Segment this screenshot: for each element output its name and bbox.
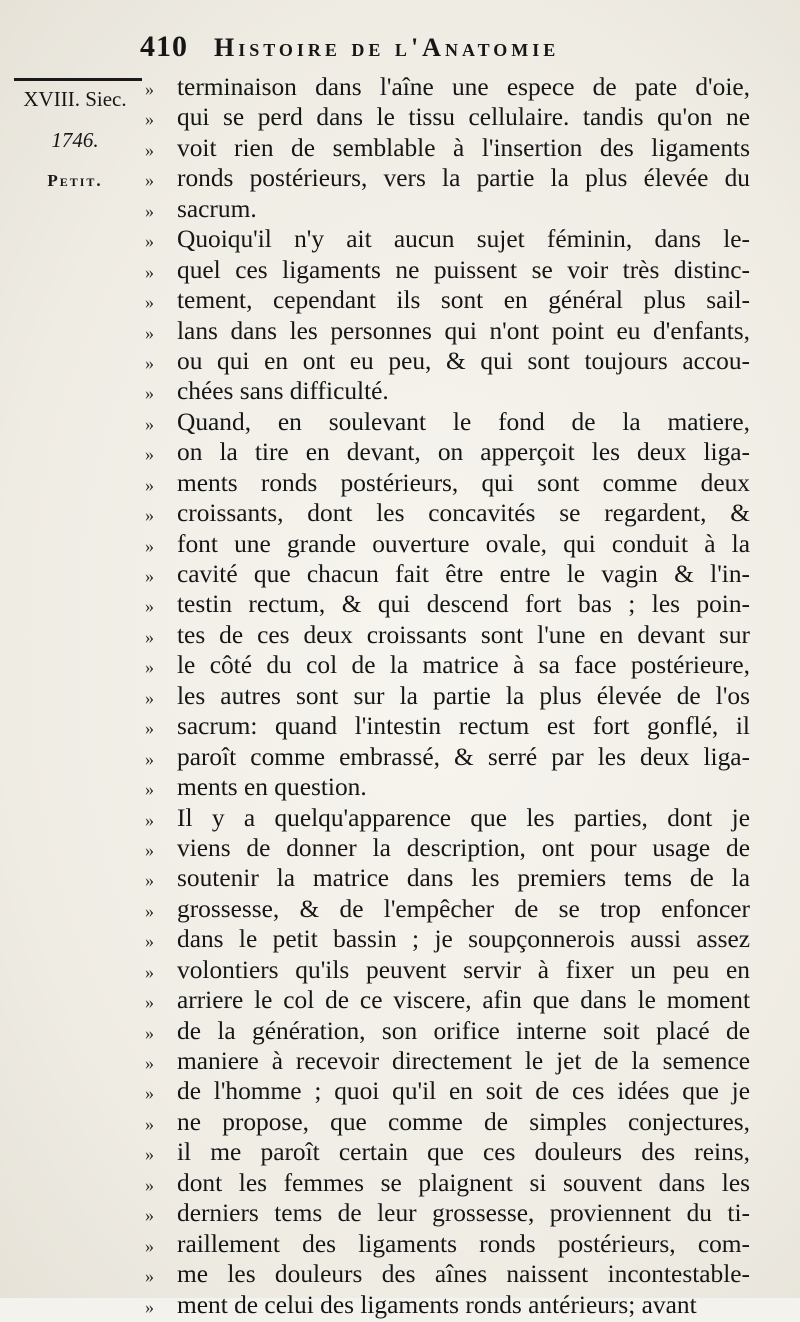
quote-mark: » [145, 79, 154, 99]
line-text: qui se perd dans le tissu cellulaire. tandis qu'on ne [177, 103, 750, 132]
text-line [145, 924, 750, 954]
text-line [145, 1107, 750, 1137]
quote-mark: » [145, 261, 154, 282]
quote-mark: » [145, 474, 154, 495]
text-line [145, 894, 750, 924]
text-line [145, 985, 750, 1015]
quote-mark: » [145, 992, 154, 1013]
line-text: ronds postérieurs, vers la partie la plus élevée du [177, 164, 750, 193]
line-text: grossesse, & de l'empêcher de se trop enfoncer [177, 894, 750, 923]
quote-mark: » [145, 444, 154, 465]
quote-mark: » [145, 626, 154, 647]
text-line [145, 376, 750, 406]
quote-mark: » [145, 535, 154, 556]
line-text: il me paroît certain que ces douleurs des reins, [177, 1138, 750, 1167]
quote-mark: » [145, 505, 154, 526]
line-text: me les douleurs des aînes naissent incontestable- [177, 1260, 750, 1289]
line-text: ment de celui des ligaments ronds antérieurs; avant [177, 1290, 697, 1319]
margin-author: Petit. [47, 171, 103, 190]
line-text: arriere le col de ce viscere, afin que dans le moment [177, 986, 750, 1015]
text-line [145, 1137, 750, 1167]
margin-notes [10, 72, 140, 191]
quote-mark: » [145, 1205, 154, 1226]
quote-mark: » [145, 109, 154, 130]
text-line [145, 224, 750, 254]
line-text: font une grande ouverture ovale, qui conduit à la [177, 529, 750, 558]
quote-mark: » [145, 1266, 154, 1287]
quote-mark: » [145, 231, 154, 252]
quote-mark: » [145, 1296, 154, 1317]
quote-mark: » [145, 1083, 154, 1104]
line-text: chées sans difficulté. [177, 377, 389, 406]
text-line [145, 72, 750, 102]
margin-century: XVIII. Siec. [23, 87, 127, 111]
quote-mark: » [145, 1022, 154, 1043]
line-text: dans le petit bassin ; je soupçonnerois aussi assez [177, 925, 750, 954]
text-line [145, 1259, 750, 1289]
text-line [145, 529, 750, 559]
quote-mark: » [145, 1113, 154, 1134]
text-line [145, 589, 750, 619]
text-line [145, 1046, 750, 1076]
quote-mark: » [145, 170, 154, 191]
line-text: terminaison dans l'aîne une espece de pate d'oie, [177, 73, 750, 101]
quote-mark: » [145, 657, 154, 678]
text-line [145, 194, 750, 224]
text-line [145, 163, 750, 193]
line-text: lans dans les personnes qui n'ont point eu d'enfants, [177, 316, 750, 345]
text-line [145, 133, 750, 163]
quote-mark: » [145, 809, 154, 830]
line-text: soutenir la matrice dans les premiers tems de la [177, 864, 750, 893]
quote-mark: » [145, 900, 154, 921]
text-line [145, 498, 750, 528]
text-line [145, 650, 750, 680]
line-text: de l'homme ; quoi qu'il en soit de ces idées que je [177, 1077, 750, 1106]
line-text: le côté du col de la matrice à sa face postérieure, [177, 651, 750, 680]
line-text: derniers tems de leur grossesse, proviennent du ti- [177, 1199, 750, 1228]
text-line [145, 468, 750, 498]
text-line [145, 255, 750, 285]
quote-mark: » [145, 961, 154, 982]
line-text: ments en question. [177, 773, 367, 802]
text-line [145, 711, 750, 741]
text-line [145, 437, 750, 467]
text-line [145, 1168, 750, 1198]
quote-mark: » [145, 839, 154, 860]
text-line [145, 681, 750, 711]
quote-mark: » [145, 779, 154, 800]
quote-mark: » [145, 292, 154, 313]
line-text: ne propose, que comme de simples conjectures, [177, 1107, 750, 1136]
quote-mark: » [145, 687, 154, 708]
text-line [145, 559, 750, 589]
line-text: ments ronds postérieurs, qui sont comme deux [177, 468, 750, 497]
line-text: croissants, dont les concavités se regardent, & [177, 499, 750, 528]
quote-mark: » [145, 413, 154, 434]
line-text: Quoiqu'il n'y ait aucun sujet féminin, dans le- [177, 225, 750, 254]
quote-mark: » [145, 1053, 154, 1073]
line-text: tement, cependant ils sont en général plus sail- [177, 286, 750, 315]
line-text: maniere à recevoir directement le jet de la semence [177, 1047, 750, 1075]
line-text: cavité que chacun fait être entre le vagin & l'in- [177, 560, 750, 588]
quote-mark: » [145, 1174, 154, 1195]
quote-mark: » [145, 870, 154, 891]
running-head [140, 30, 760, 66]
line-text: quel ces ligaments ne puissent se voir très distinc- [177, 255, 750, 284]
line-text: Il y a quelqu'apparence que les parties, dont je [177, 803, 750, 832]
line-text: sacrum. [177, 194, 257, 223]
text-line [145, 742, 750, 772]
line-text: raillement des ligaments ronds postérieurs, com- [177, 1229, 750, 1258]
line-text: ou qui en ont eu peu, & qui sont toujours accou- [177, 346, 750, 375]
text-line [145, 1198, 750, 1228]
running-title: Histoire de l'Anatomie [214, 33, 560, 62]
line-text: viens de donner la description, ont pour usage de [177, 833, 750, 862]
text-line [145, 803, 750, 833]
quote-mark: » [145, 383, 154, 404]
text-line [145, 1076, 750, 1106]
quote-mark: » [145, 931, 154, 952]
text-line [145, 863, 750, 893]
body-text [145, 72, 750, 1320]
line-text: paroît comme embrassé, & serré par les deux liga- [177, 742, 750, 771]
text-line [145, 102, 750, 132]
margin-year: 1746. [51, 128, 99, 152]
text-line [145, 955, 750, 985]
text-line [145, 407, 750, 437]
line-text: sacrum: quand l'intestin rectum est fort gonflé, il [177, 712, 750, 741]
line-text: les autres sont sur la partie la plus élevée de l'os [177, 681, 750, 710]
quote-mark: » [145, 1144, 154, 1165]
line-text: volontiers qu'ils peuvent servir à fixer un peu en [177, 955, 750, 984]
quote-mark: » [145, 748, 154, 769]
line-text: dont les femmes se plaignent si souvent dans les [177, 1168, 750, 1197]
line-text: de la génération, son orifice interne soit placé de [177, 1016, 750, 1045]
text-line [145, 316, 750, 346]
text-line [145, 833, 750, 863]
text-line [145, 772, 750, 802]
text-line [145, 1290, 750, 1320]
text-line [145, 1016, 750, 1046]
quote-mark: » [145, 566, 154, 586]
line-text: tes de ces deux croissants sont l'une en devant sur [177, 620, 750, 649]
quote-mark: » [145, 139, 154, 160]
text-line [145, 620, 750, 650]
quote-mark: » [145, 718, 154, 739]
line-text: on la tire en devant, on apperçoit les deux liga- [177, 438, 750, 467]
margin-rule [14, 78, 142, 81]
quote-mark: » [145, 352, 154, 373]
line-text: voit rien de semblable à l'insertion des ligaments [177, 133, 750, 162]
quote-mark: » [145, 322, 154, 343]
quote-mark: » [145, 1235, 154, 1256]
line-text: Quand, en soulevant le fond de la matiere, [177, 407, 750, 436]
line-text: testin rectum, & qui descend fort bas ; les poin- [177, 590, 750, 619]
quote-mark: » [145, 200, 154, 221]
text-line [145, 285, 750, 315]
text-line [145, 346, 750, 376]
text-line [145, 1229, 750, 1259]
quote-mark: » [145, 596, 154, 617]
page-number: 410 [140, 30, 188, 63]
